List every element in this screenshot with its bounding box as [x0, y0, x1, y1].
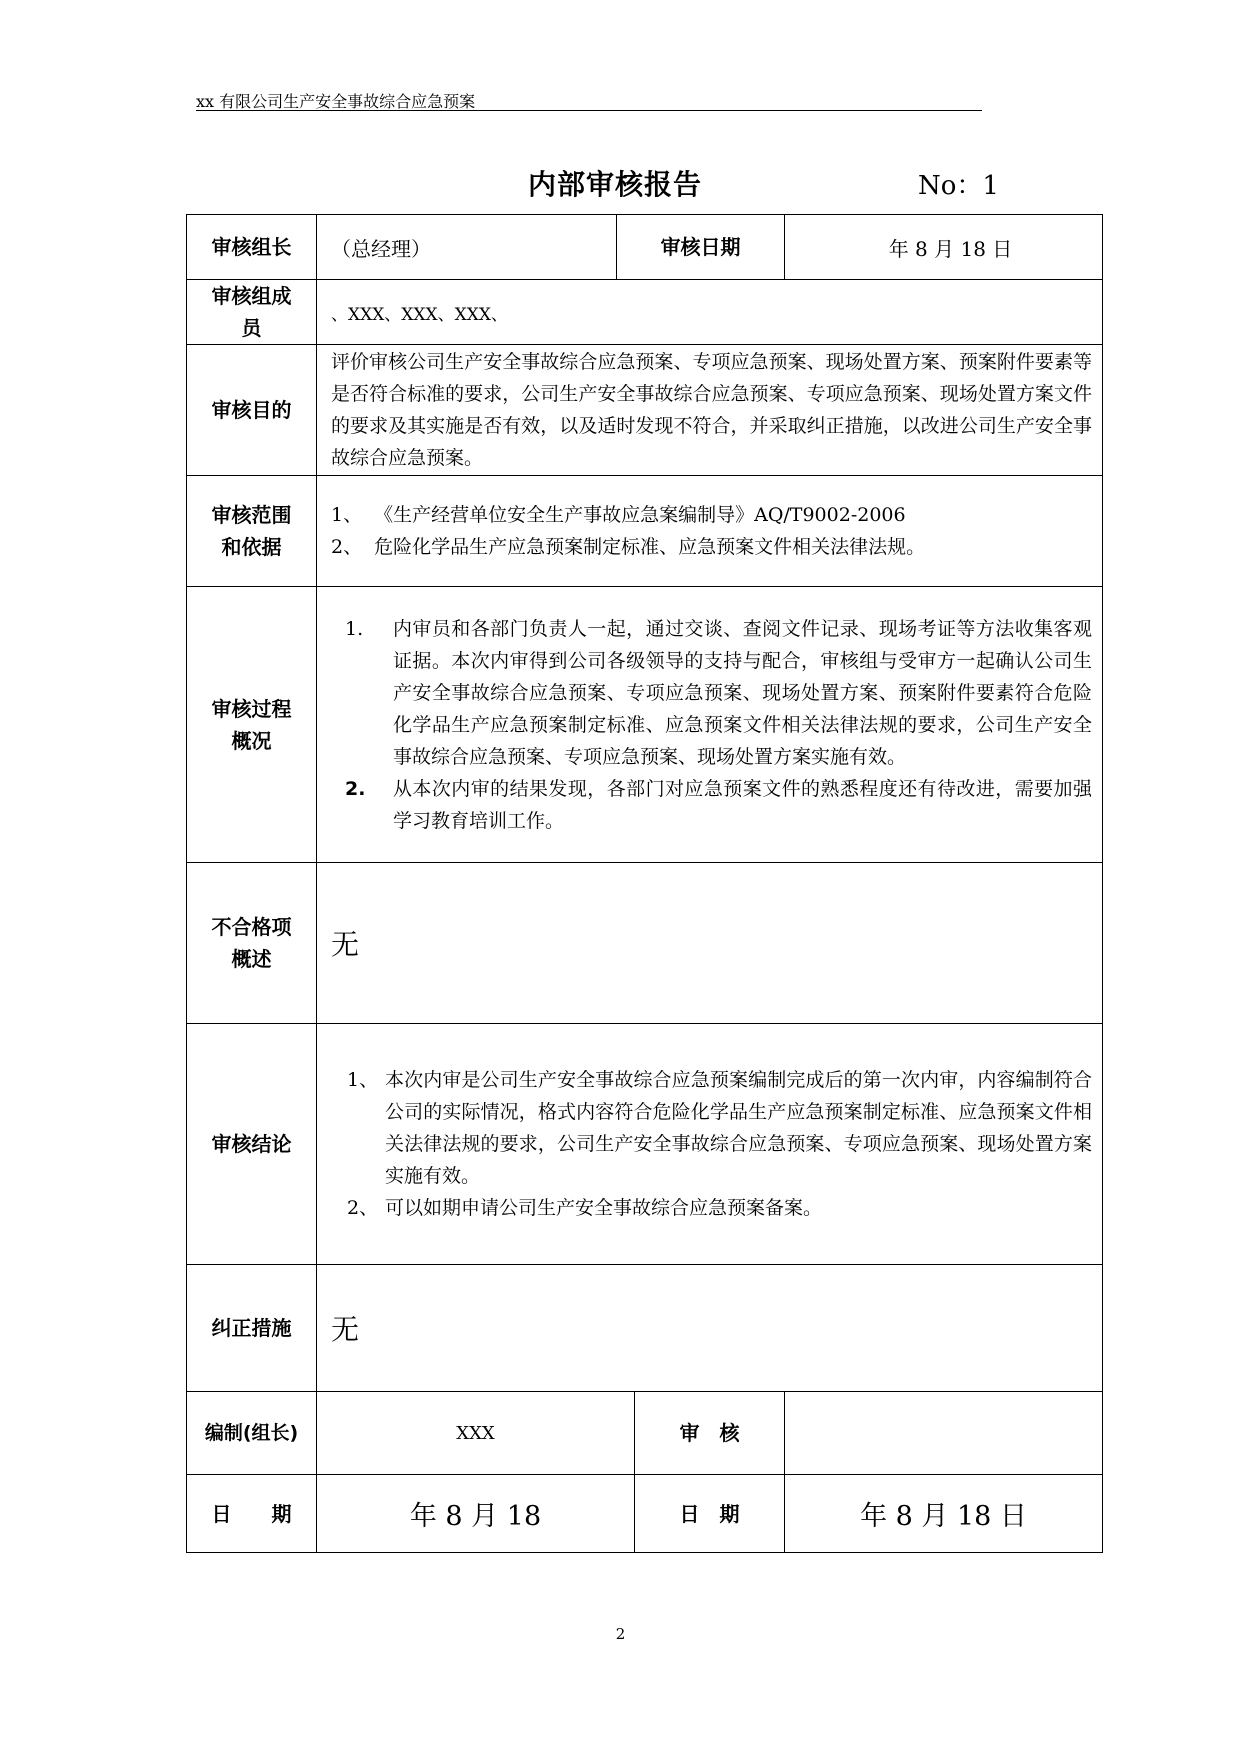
conclusion-item-number: 1、 — [347, 1069, 379, 1091]
conclusion-list — [335, 1064, 1092, 1224]
conclusion-label: 审核结论 — [187, 1024, 317, 1265]
purpose-value: 评价审核公司生产安全事故综合应急预案、专项应急预案、现场处置方案、预案附件要素等是否符合标准的要求，公司生产安全事故综合应急预案、专项应急预案、现场处置方案文件的要求及其实施是否有效，以及适时发现不符合，并采取纠正措施，以改进公司生产安全事故综合应急预案。 — [317, 345, 1103, 476]
members-value: 、XXX、XXX、XXX、 — [317, 280, 1103, 345]
leader-value: （总经理） — [317, 215, 617, 280]
compiler-label: 编制(组长) — [187, 1392, 317, 1475]
scope-label-line-1: 审核范围 — [211, 503, 292, 527]
corrective-row — [187, 1265, 1103, 1392]
review-value — [785, 1392, 1103, 1475]
report-number: No：1 — [918, 171, 999, 201]
process-item-number: 1. — [345, 617, 364, 640]
process-item-text: 从本次内审的结果发现，各部门对应急预案文件的熟悉程度还有待改进，需要加强学习教育培训工作。 — [393, 777, 1092, 832]
process-label-line-1: 审核过程 — [211, 696, 292, 721]
compiler-value: XXX — [317, 1392, 635, 1475]
conclusion-row — [187, 1024, 1103, 1265]
conclusion-value — [317, 1024, 1103, 1265]
compile-date-label: 日 期 — [187, 1475, 317, 1553]
document-header-title: xx 有限公司生产安全事故综合应急预案 — [196, 92, 476, 111]
process-label — [187, 587, 317, 863]
audit-report-table — [186, 214, 1103, 1553]
process-item — [345, 773, 1092, 837]
report-title: 内部审核报告 — [528, 168, 703, 201]
conclusion-item-text: 可以如期申请公司生产安全事故综合应急预案备案。 — [385, 1197, 823, 1219]
leader-row — [187, 215, 1103, 280]
scope-label-line-2: 和依据 — [221, 535, 282, 559]
scope-item — [331, 499, 1092, 531]
members-label: 审核组成员 — [187, 280, 317, 345]
date-value: 年 8 月 18 日 — [785, 215, 1103, 280]
process-value — [317, 587, 1103, 863]
purpose-row — [187, 345, 1103, 476]
page-number: 2 — [615, 1625, 626, 1643]
review-label: 审 核 — [635, 1392, 785, 1475]
process-item-number: 2. — [345, 777, 366, 800]
process-label-line-2: 概况 — [231, 728, 272, 753]
conclusion-item-text: 本次内审是公司生产安全事故综合应急预案编制完成后的第一次内审，内容编制符合公司的实际情况，格式内容符合危险化学品生产应急预案制定标准、应急预案文件相关法律法规的要求，公司生产安全事故综合应急预案、专项应急预案、现场处置方案实施有效。 — [385, 1069, 1092, 1187]
nonconformity-row — [187, 863, 1103, 1024]
scope-item-text: 危险化学品生产应急预案制定标准、应急预案文件相关法律法规。 — [374, 536, 926, 558]
process-list — [345, 613, 1092, 837]
date-row — [187, 1475, 1103, 1553]
nonconformity-label-line-1: 不合格项 — [211, 915, 292, 939]
leader-label: 审核组长 — [187, 215, 317, 280]
scope-row — [187, 476, 1103, 587]
purpose-label: 审核目的 — [187, 345, 317, 476]
header-divider — [196, 110, 982, 111]
process-item-text: 内审员和各部门负责人一起，通过交谈、查阅文件记录、现场考证等方法收集客观证据。本次内审得到公司各级领导的支持与配合，审核组与受审方一起确认公司生产安全事故综合应急预案、专项应急预案、现场处置方案、预案附件要素符合危险化学品生产应急预案制定标准、应急预案文件相关法律法规的要求，公司生产安全事故综合应急预案、专项应急预案、现场处置方案实施有效。 — [393, 617, 1092, 768]
conclusion-item-number: 2、 — [347, 1197, 379, 1219]
scope-item-number: 1、 — [331, 504, 363, 526]
nonconformity-label-line-2: 概述 — [231, 947, 272, 971]
review-date-value: 年 8 月 18 日 — [785, 1475, 1103, 1553]
process-row — [187, 587, 1103, 863]
compiler-row — [187, 1392, 1103, 1475]
scope-item — [331, 531, 1092, 563]
scope-item-number: 2、 — [331, 536, 363, 558]
scope-item-text: 《生产经营单位安全生产事故应急案编制导》AQ/T9002-2006 — [374, 504, 906, 526]
corrective-label: 纠正措施 — [187, 1265, 317, 1392]
corrective-value: 无 — [317, 1265, 1103, 1392]
scope-value — [317, 476, 1103, 587]
nonconformity-label — [187, 863, 317, 1024]
members-row — [187, 280, 1103, 345]
compile-date-value: 年 8 月 18 — [317, 1475, 635, 1553]
scope-label — [187, 476, 317, 587]
nonconformity-value: 无 — [317, 863, 1103, 1024]
date-label: 审核日期 — [617, 215, 785, 280]
process-item — [345, 613, 1092, 773]
conclusion-item — [335, 1064, 1092, 1192]
conclusion-item — [335, 1192, 1092, 1224]
review-date-label: 日 期 — [635, 1475, 785, 1553]
